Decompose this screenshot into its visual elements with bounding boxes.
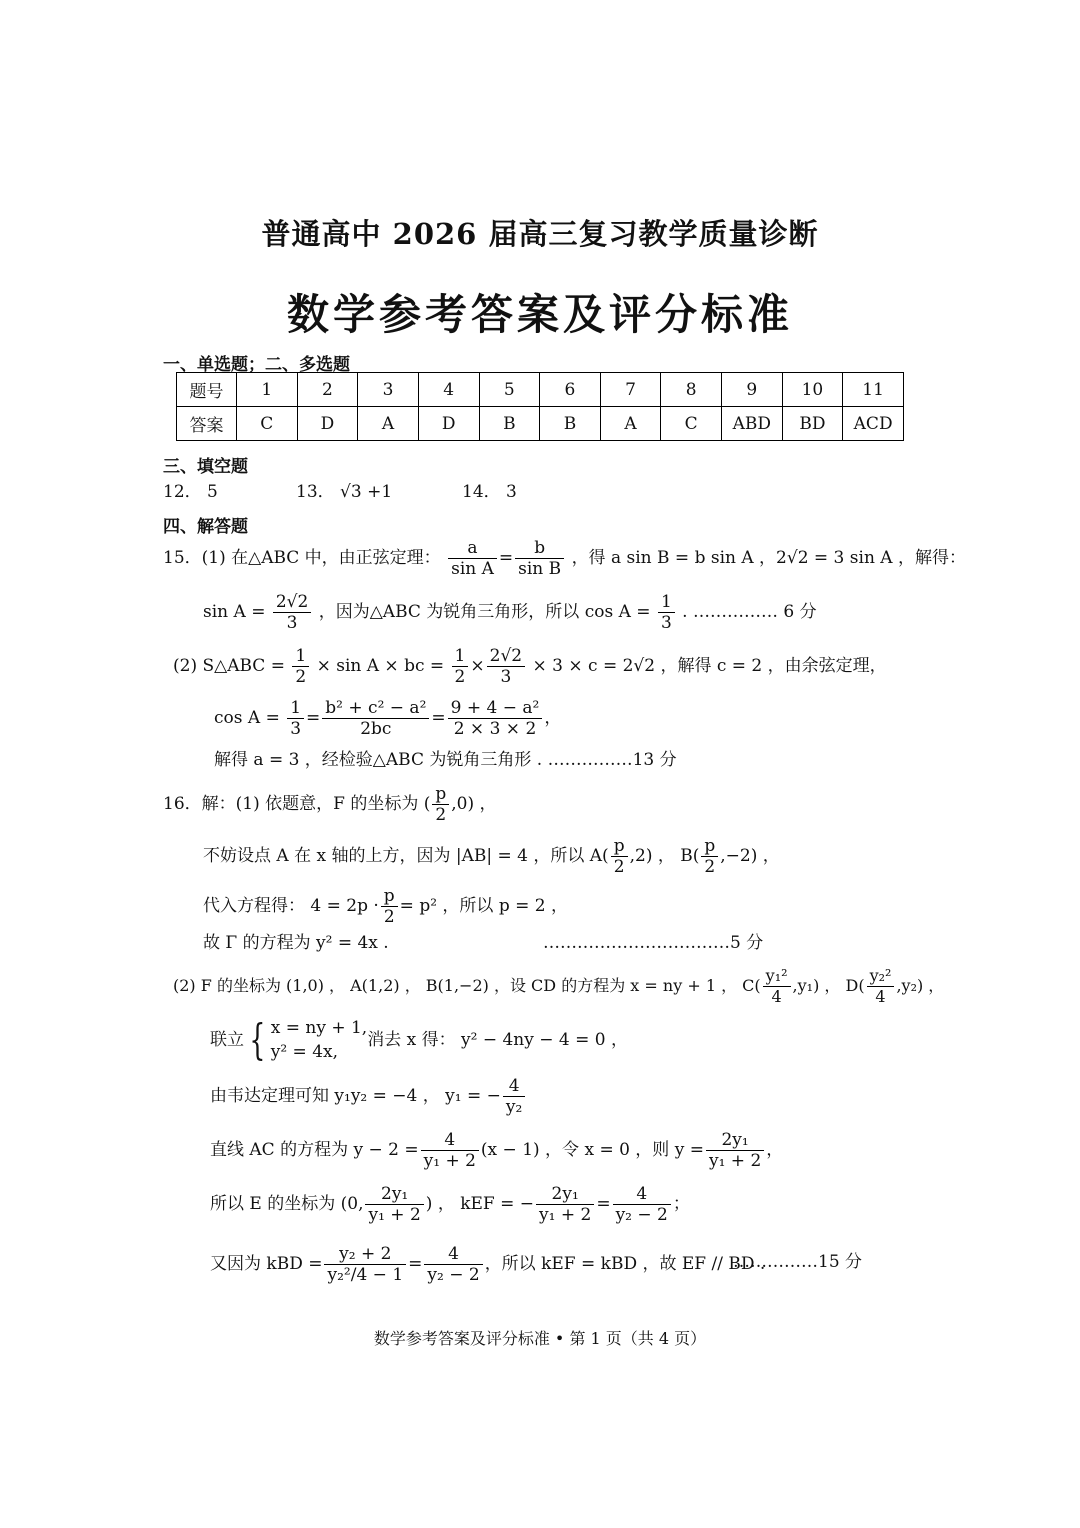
row-label-number: 题号	[177, 373, 237, 407]
q16-ac-mid: (x − 1) ，令 x = 0 ，则 y =	[480, 1140, 704, 1160]
frac-num: b² + c² − a²	[322, 698, 429, 719]
table-row-numbers	[177, 373, 904, 407]
frac-num: b	[515, 538, 564, 559]
q16-line2-text: 不妨设点 A 在 x 轴的上方，因为 |AB| = 4 ，所以 A(	[203, 846, 609, 866]
fraction-kbd	[324, 1244, 406, 1285]
question-number-cell: 4	[418, 373, 479, 407]
q15-cos-line: cos A = $\frac{1}{3}$ = $\frac{\text{b² + c² − a²}}{2bc}$ = $\frac{\text{9 + 4 − a²}}{2 \times 3 \times 2}$ ，	[214, 698, 562, 739]
frac-num: y₁²	[763, 966, 791, 987]
answer-cell: A	[358, 407, 419, 441]
frac-den: 2	[704, 857, 716, 877]
fraction-e-y	[365, 1184, 423, 1225]
frac-num: 1	[287, 698, 304, 719]
frac-num: 2y₁	[706, 1130, 764, 1151]
answer-13-value: √3 +1	[340, 482, 393, 502]
frac-num: 4	[421, 1130, 479, 1151]
page-footer: 数学参考答案及评分标准 • 第 1 页（共 4 页）	[373, 1329, 707, 1348]
fraction-kef	[536, 1184, 594, 1225]
question-number-cell: 3	[358, 373, 419, 407]
q16-line3-end: = p² ，所以 p = 2 ，	[399, 896, 568, 916]
frac-den: y₁ + 2	[708, 1151, 762, 1171]
answer-cell: D	[418, 407, 479, 441]
q15-cos-end: ，	[544, 708, 562, 728]
q15-line2	[203, 592, 817, 633]
system-eq2: y² = 4x,	[270, 1042, 339, 1062]
q16-line4: 故 Γ 的方程为 y² = 4x .	[203, 933, 389, 953]
frac-den: 2	[435, 805, 447, 825]
answer-cell: ABD	[722, 407, 783, 441]
frac-den: 3	[500, 667, 512, 687]
q15-line2-text: ，因为△ABC 为锐角三角形，所以 cos A =	[318, 602, 651, 622]
fraction-p-over-2-b	[701, 836, 718, 877]
q16-ac-text: 直线 AC 的方程为 y − 2 =	[210, 1140, 419, 1160]
frac-num: p	[611, 836, 628, 857]
q15-area-mid: × sin A × bc =	[316, 656, 445, 676]
q16-score-2: ……………15 分	[733, 1252, 863, 1272]
fraction-ac-slope	[421, 1130, 479, 1171]
q16-kbd-end: ，所以 kEF = kBD ，故 EF // BD .	[484, 1254, 766, 1274]
frac-num: p	[432, 784, 449, 805]
q15-intro: 15．(1) 在△ABC 中，由正弦定理：	[163, 548, 441, 568]
q16-e-end: ；	[672, 1194, 690, 1214]
q16-line1	[163, 784, 497, 825]
question-number-cell: 8	[661, 373, 722, 407]
fraction-4-over-y2	[503, 1076, 525, 1117]
frac-num: 2√2	[487, 646, 525, 667]
frac-num: 2y₁	[365, 1184, 423, 1205]
frac-den: 2bc	[360, 719, 392, 739]
fraction-ac-intercept	[706, 1130, 764, 1171]
table-row-answers	[177, 407, 904, 441]
question-number-cell: 1	[237, 373, 298, 407]
frac-num: y₂²	[867, 966, 895, 987]
answer-cell: B	[479, 407, 540, 441]
q15-cos-label: cos A =	[214, 708, 280, 728]
q15-solve-line: 解得 a = 3 ，经检验△ABC 为锐角三角形 . ……………13 分	[214, 750, 677, 770]
answer-table	[176, 372, 904, 441]
q15-part2-line1: (2) S△ABC = $\frac{1}{2}$ × sin A × bc = $\frac{1}{2}$ × $\frac{2√2}{3}$ × 3 × c = 2√2 ，解得 c = 2 ，由余弦定理，	[173, 646, 887, 687]
answer-cell: ACD	[843, 407, 904, 441]
frac-num: 1	[292, 646, 309, 667]
fraction-p-over-2-a	[611, 836, 628, 877]
answer-14: 14． 3	[462, 482, 517, 502]
frac-num: p	[701, 836, 718, 857]
fraction-cosine-values	[448, 698, 543, 739]
doc-title-line1: 普通高中 2026 届高三复习教学质量诊断	[261, 217, 819, 251]
fraction-a-over-sinA	[448, 538, 497, 579]
answer-13-label: 13．	[296, 482, 335, 502]
q16-line2-mid: ,2) ， B(	[629, 846, 700, 866]
frac-num: 4	[613, 1184, 671, 1205]
frac-den: y₂²/4 − 1	[327, 1265, 404, 1285]
frac-num: y₂ + 2	[324, 1244, 406, 1265]
question-number-cell: 10	[782, 373, 843, 407]
fraction-kef-simplified	[613, 1184, 671, 1225]
q16-kbd-line	[210, 1244, 765, 1285]
frac-den: sin B	[518, 559, 562, 579]
equation-system	[271, 1016, 367, 1064]
question-number-cell: 2	[297, 373, 358, 407]
fraction-p-over-2-c	[381, 886, 398, 927]
frac-den: 2	[295, 667, 307, 687]
q16-line3	[203, 886, 568, 927]
fraction-sinA	[273, 592, 311, 633]
q16-ac-end: ，	[766, 1140, 784, 1160]
frac-num: 1	[658, 592, 675, 613]
frac-den: y₁ + 2	[539, 1205, 592, 1225]
left-brace-icon: {	[249, 1015, 266, 1064]
q16-system-line	[210, 1016, 628, 1064]
frac-den: 2	[383, 907, 395, 927]
fraction-cosA	[658, 592, 675, 633]
frac-den: 3	[660, 613, 672, 633]
answer-cell: B	[540, 407, 601, 441]
q16-line1-end: ,0) ，	[451, 794, 497, 814]
q15-line1: 15．(1) 在△ABC 中，由正弦定理： $\frac{a}{\text{sin A}}$ = $\frac{b}{\text{sin B}}$ ，得 a sin B = b sin A ，2√2 = 3 sin A ，解得：	[163, 538, 966, 579]
q16-score-1: ……………………………5 分	[543, 933, 764, 953]
q16-eliminate: 消去 x 得： y² − 4ny − 4 = 0 ，	[367, 1030, 628, 1050]
fraction-half	[292, 646, 309, 687]
q16-vieta-line	[210, 1076, 527, 1117]
q15-area-label: (2) S△ABC =	[173, 656, 285, 676]
q16-kbd-text: 又因为 kBD =	[210, 1254, 323, 1274]
frac-num: a	[448, 538, 497, 559]
q16-line2	[203, 836, 780, 877]
frac-den: 4	[771, 987, 782, 1006]
q16-e-eq: =	[596, 1194, 611, 1214]
frac-num: 4	[424, 1244, 482, 1265]
frac-num: p	[381, 886, 398, 907]
fraction-sinA-2	[487, 646, 525, 687]
fraction-one-third	[287, 698, 304, 739]
q15-sinA-label: sin A =	[203, 602, 266, 622]
q16-part2-text: (2) F 的坐标为 (1,0) ， A(1,2) ， B(1,−2) ，设 CD 的方程为 x = ny + 1 ， C(	[173, 976, 761, 995]
frac-den: 2	[454, 667, 466, 687]
frac-den: y₂	[505, 1097, 523, 1117]
answer-13	[296, 480, 392, 504]
fraction-cosine-law	[322, 698, 429, 739]
frac-den: y₂ − 2	[615, 1205, 668, 1225]
fraction-p-over-2	[432, 784, 449, 825]
section-heading-choice: 一、单选题；二、多选题	[163, 355, 350, 375]
q15-line1-rest: ，得 a sin B = b sin A ，2√2 = 3 sin A ，解得：	[571, 548, 966, 568]
frac-num: 9 + 4 − a²	[448, 698, 543, 719]
answer-cell: C	[661, 407, 722, 441]
frac-den: 3	[286, 613, 298, 633]
q16-e-mid: ) ， kEF = −	[425, 1194, 535, 1214]
row-label-answer: 答案	[177, 407, 237, 441]
question-number-cell: 9	[722, 373, 783, 407]
frac-den: 2	[613, 857, 625, 877]
frac-num: 2y₁	[536, 1184, 594, 1205]
section-heading-fill: 三、填空题	[163, 457, 248, 477]
answer-12: 12． 5	[163, 482, 218, 502]
q16-line2-end: ,−2) ，	[720, 846, 780, 866]
answer-cell: C	[237, 407, 298, 441]
system-eq1: x = ny + 1,	[270, 1018, 368, 1038]
q16-e-text: 所以 E 的坐标为 (0,	[210, 1194, 364, 1214]
frac-den: 3	[290, 719, 302, 739]
question-number-cell: 5	[479, 373, 540, 407]
question-number-cell: 7	[600, 373, 661, 407]
q16-vieta-text: 由韦达定理可知 y₁y₂ = −4 ， y₁ = −	[210, 1086, 501, 1106]
question-number-cell: 6	[540, 373, 601, 407]
q15-area-end: × 3 × c = 2√2 ，解得 c = 2 ，由余弦定理，	[532, 656, 887, 676]
q15-score-1: . …………… 6 分	[682, 602, 817, 622]
frac-num: 4	[503, 1076, 525, 1097]
q16-ac-line	[210, 1130, 783, 1171]
fraction-half-2	[452, 646, 469, 687]
frac-den: sin A	[451, 559, 494, 579]
q16-part2-line1	[173, 966, 944, 1007]
frac-num: 1	[452, 646, 469, 667]
frac-den: 2 × 3 × 2	[453, 719, 537, 739]
answer-cell: D	[297, 407, 358, 441]
q16-lian: 联立	[210, 1030, 244, 1050]
q16-kbd-eq: =	[408, 1254, 423, 1274]
section-heading-solutions: 四、解答题	[163, 517, 248, 537]
q16-part2-mid: ,y₁) ， D(	[792, 976, 865, 995]
q16-part2-end: ,y₂) ，	[896, 976, 945, 995]
fraction-kbd-simplified	[424, 1244, 482, 1285]
q16-e-line	[210, 1184, 690, 1225]
q16-line3-text: 代入方程得： 4 = 2p ·	[203, 896, 379, 916]
frac-den: 4	[875, 987, 886, 1006]
doc-title-line2: 数学参考答案及评分标准	[286, 290, 793, 339]
frac-den: y₁ + 2	[423, 1151, 476, 1171]
fraction-b-over-sinB	[515, 538, 564, 579]
answer-cell: BD	[782, 407, 843, 441]
fraction-y2sq-over-4	[867, 966, 895, 1007]
frac-den: y₂ − 2	[427, 1265, 480, 1285]
fraction-y1sq-over-4	[763, 966, 791, 1007]
answer-cell: A	[600, 407, 661, 441]
question-number-cell: 11	[843, 373, 904, 407]
frac-den: y₁ + 2	[368, 1205, 421, 1225]
frac-num: 2√2	[273, 592, 311, 613]
q16-intro: 16．解：(1) 依题意，F 的坐标为 (	[163, 794, 431, 814]
